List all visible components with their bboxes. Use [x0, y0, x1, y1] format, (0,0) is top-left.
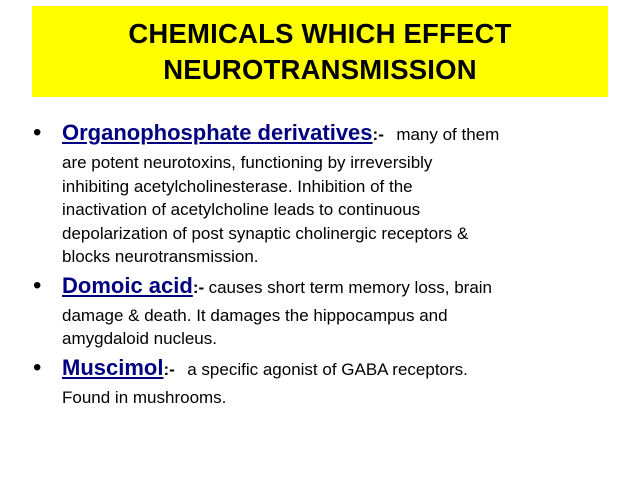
bullet-dot-icon: • [33, 353, 42, 381]
bullet-line: are potent neurotoxins, functioning by irreversibly [62, 153, 433, 172]
bullet-lead-text: a specific agonist of GABA receptors. [187, 359, 468, 379]
bullet-term: Domoic acid [62, 272, 193, 298]
bullet-dot-icon: • [33, 271, 42, 299]
title-line-2: NEUROTRANSMISSION [163, 53, 477, 85]
bullet-line: inhibiting acetylcholinesterase. Inhibition of the [62, 176, 413, 196]
bullet-term: Muscimol [62, 354, 164, 380]
bullet-first-row [62, 353, 632, 386]
bullet-lead-text: many of them [396, 125, 500, 144]
bullet-separator: :- [163, 359, 175, 379]
bullet-lead-text: causes short term memory loss, brain [208, 277, 493, 297]
bullet-line: amygdaloid nucleus. [62, 329, 217, 348]
bullet-organophosphate [32, 118, 632, 269]
bullet-first-row [62, 118, 632, 151]
bullet-line: blocks neurotransmission. [62, 247, 259, 266]
bullet-first-row [62, 271, 632, 304]
bullet-dot-icon: • [33, 119, 42, 146]
title-line-1: CHEMICALS WHICH EFFECT [128, 17, 512, 49]
bullet-line: inactivation of acetylcholine leads to continuous [62, 200, 421, 219]
bullet-separator: :- [372, 125, 384, 144]
bullet-line: depolarization of post synaptic cholinergic receptors & [62, 223, 469, 243]
bullet-term: Organophosphate derivatives [62, 120, 373, 145]
bullet-list [32, 118, 632, 409]
bullet-muscimol [32, 353, 632, 410]
bullet-line: Found in mushrooms. [62, 387, 227, 407]
bullet-line: damage & death. It damages the hippocampus and [62, 305, 448, 325]
title-banner [32, 6, 608, 97]
bullet-domoic-acid [32, 271, 632, 351]
bullet-separator: :- [192, 277, 205, 297]
